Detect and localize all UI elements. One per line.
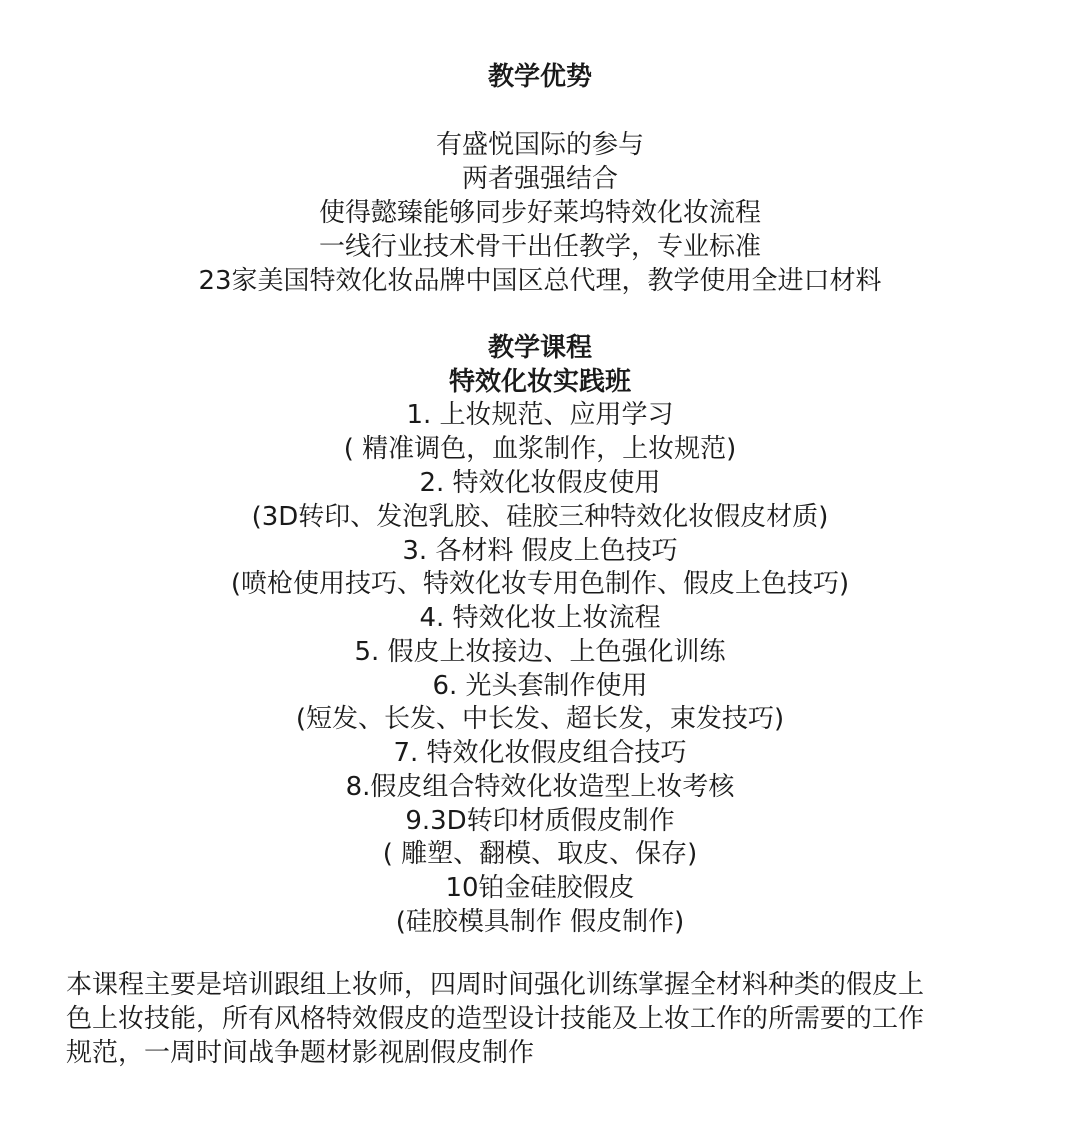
course-item: 7. 特效化妆假皮组合技巧 xyxy=(393,738,687,768)
course-item-detail: (喷枪使用技巧、特效化妆专用色制作、假皮上色技巧) xyxy=(230,569,850,599)
summary-paragraph xyxy=(66,968,1026,1070)
course-item-detail: ( 精准调色，血浆制作，上妆规范) xyxy=(343,434,737,464)
courses-heading: 教学课程 xyxy=(487,333,592,363)
course-item: 4. 特效化妆上妆流程 xyxy=(419,603,661,633)
summary-line: 本课程主要是培训跟组上妆师，四周时间强化训练掌握全材料种类的假皮上 xyxy=(66,970,925,1000)
course-item: 6. 光头套制作使用 xyxy=(432,671,648,701)
course-item-detail: (3D转印、发泡乳胶、硅胶三种特效化妆假皮材质) xyxy=(251,502,829,532)
course-item-detail: ( 雕塑、翻模、取皮、保存) xyxy=(382,839,698,869)
advantages-line: 有盛悦国际的参与 xyxy=(435,130,644,160)
advantages-line: 使得懿臻能够同步好莱坞特效化妆流程 xyxy=(318,198,761,228)
course-item: 5. 假皮上妆接边、上色强化训练 xyxy=(354,637,726,667)
advantages-line: 一线行业技术骨干出任教学，专业标准 xyxy=(318,232,761,262)
course-item: 3. 各材料 假皮上色技巧 xyxy=(402,536,678,566)
course-item: 1. 上妆规范、应用学习 xyxy=(406,400,674,430)
course-item-detail: (短发、长发、中长发、超长发，束发技巧) xyxy=(295,704,785,734)
course-item: 8.假皮组合特效化妆造型上妆考核 xyxy=(345,772,735,802)
advantages-heading: 教学优势 xyxy=(487,62,592,92)
courses-subheading: 特效化妆实践班 xyxy=(448,367,631,397)
course-item: 10铂金硅胶假皮 xyxy=(445,873,635,903)
summary-line: 色上妆技能，所有风格特效假皮的造型设计技能及上妆工作的所需要的工作 xyxy=(66,1004,925,1034)
course-item: 2. 特效化妆假皮使用 xyxy=(419,468,661,498)
advantages-line: 23家美国特效化妆品牌中国区总代理，教学使用全进口材料 xyxy=(198,266,882,296)
course-item: 9.3D转印材质假皮制作 xyxy=(405,806,675,836)
summary-line: 规范，一周时间战争题材影视剧假皮制作 xyxy=(66,1038,535,1068)
advantages-line: 两者强强结合 xyxy=(461,164,618,194)
course-item-detail: (硅胶模具制作 假皮制作) xyxy=(395,907,685,937)
